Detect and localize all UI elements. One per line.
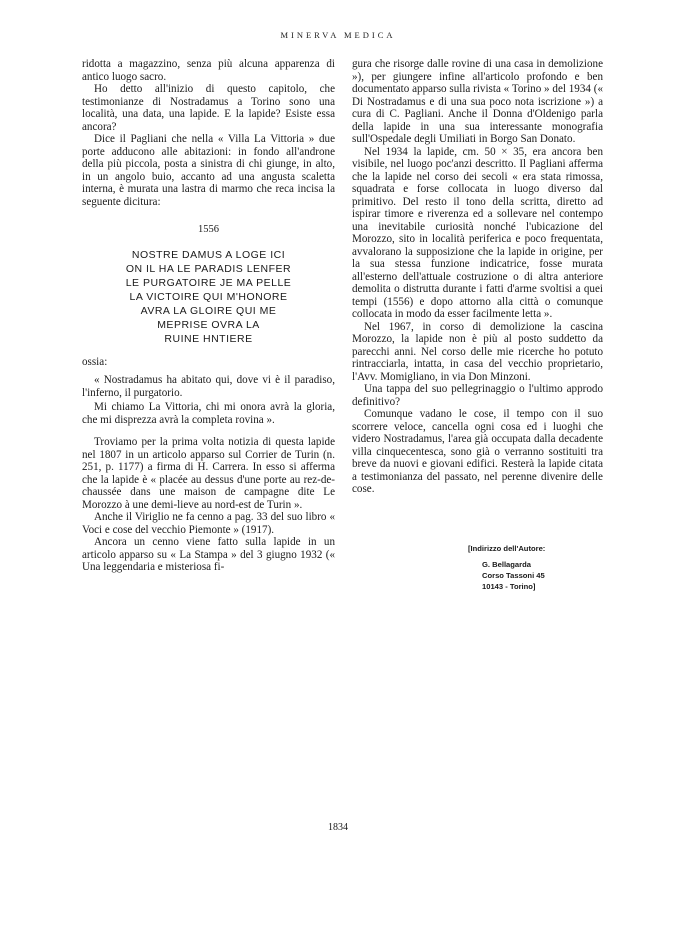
inscription-line: LE PURGATOIRE JE MA PELLE — [125, 276, 292, 289]
paragraph: gura che risorge dalle rovine di una casa in demolizione »), per giungere infine all'articolo profondo e ben documentato apparso sulla rivista « Torino » del 1934 (« Di Nostradamus e di una sua poco nota iscrizione ») a cura di C. Pagliani. Anche il Donna d'Oldenigo parla della lapide in una sua interessante monografia sull'Ospedale degli Umiliati in Borgo San Donato. — [352, 58, 603, 145]
inscription-line: AVRA LA GLOIRE QUI ME — [140, 304, 277, 317]
inscription-line: RUINE HNTIERE — [164, 332, 253, 345]
translation-line: « Nostradamus ha abitato qui, dove vi è il paradiso, l'inferno, il purgatorio. — [82, 374, 335, 399]
paragraph: Nel 1967, in corso di demolizione la cascina Morozzo, la lapide non è più al posto suddetto da parecchi anni. Nel corso delle mie ricerche ho potuto rintracciarla, intatta, in casa del vecchio proprietario, l'Avv. Momigliano, in via Don Minzoni. — [352, 320, 603, 383]
author-address — [468, 543, 545, 592]
inscription-line: LA VICTOIRE QUI M'HONORE — [129, 290, 288, 303]
left-column — [82, 58, 335, 574]
inscription-date: 1556 — [198, 224, 219, 235]
running-head: MINERVA MEDICA — [280, 30, 396, 40]
author-address-heading: [Indirizzo dell'Autore: — [468, 544, 546, 553]
inscription-line: MEPRISE OVRA LA — [157, 318, 260, 331]
paragraph: ridotta a magazzino, senza più alcuna apparenza di antico luogo sacro. — [82, 58, 335, 83]
paragraph: Ancora un cenno viene fatto sulla lapide in un articolo apparso su « La Stampa » del 3 giugno 1932 (« Una leggendaria e misteriosa fi- — [82, 536, 335, 573]
page-number: 1834 — [328, 822, 348, 833]
paragraph: Ho detto all'inizio di questo capitolo, che testimonianze di Nostradamus a Torino sono una località, una data, una lapide. E la lapide? Esiste essa ancora? — [82, 83, 335, 133]
translation — [82, 374, 335, 426]
ossia-label: ossia: — [82, 355, 108, 368]
author-street: Corso Tassoni 45 — [482, 571, 545, 580]
inscription-text — [82, 248, 335, 346]
paragraph: Una tappa del suo pellegrinaggio o l'ultimo approdo definitivo? — [352, 383, 603, 408]
author-city: 10143 - Torino] — [482, 582, 536, 591]
right-column — [352, 58, 603, 496]
paragraph: Nel 1934 la lapide, cm. 50 × 35, era ancora ben visibile, nel luogo poc'anzi descritto. Il Pagliani afferma che la lapide nel corso dei secoli « era stata rimossa, squadrata e forse collocata in luogo diverso dal primitivo. Del resto il tono della scritta, diretto ad ispirar timore e riverenza ed a sollevare nel contempo una inevitabile curiosità nonché l'ubicazione del Morozzo, sito in località periferica e poco frequentata, avvalorano la supposizione che la lapide in origine, per la sua stessa funzione indicatrice, fosse murata all'esterno dell'attuale costruzione o di altra anteriore demolita o distrutta durante i fatti d'arme svoltisi a quei tempi (1556) e dopo attorno alla città o comunque collocata in modo da esser facilmente letta ». — [352, 145, 603, 320]
inscription-line: NOSTRE DAMUS A LOGE ICI — [131, 248, 286, 261]
paragraph: Comunque vadano le cose, il tempo con il suo scorrere veloce, cancella ogni cosa ed i luoghi che videro Nostradamus, l'area già occupata dalla decadente villa cinquecentesca, sono già o verranno sostituiti tra breve da nuovi e giovani edifici. Resterà la lapide citata a testimonianza del passato, nel perenne divenire delle cose. — [352, 408, 603, 495]
inscription-line: ON IL HA LE PARADIS LENFER — [125, 262, 292, 275]
paragraph: Dice il Pagliani che nella « Villa La Vittoria » due porte adducono alle abitazioni: in fondo all'androne della più piccola, posta a sinistra di chi giunge, in alto, in un angolo buio, accanto ad una angusta scaletta interna, è murata una lastra di marmo che reca incisa la seguente dicitura: — [82, 133, 335, 208]
paragraph: Anche il Viriglio ne fa cenno a pag. 33 del suo libro « Voci e cose del vecchio Piemonte » (1917). — [82, 511, 335, 536]
translation-line: Mi chiamo La Vittoria, chi mi onora avrà la gloria, che mi disprezza avrà la completa rovina ». — [82, 401, 335, 426]
author-name: G. Bellagarda — [482, 560, 531, 569]
paragraph: Troviamo per la prima volta notizia di questa lapide nel 1807 in un articolo apparso sul Corrier de Turin (n. 251, p. 1177) a firma di H. Carrera. In esso si afferma che la lapide è « placée au dessus d'une porte au rez-de-chaussée dans une maison de campagne dite Le Morozzo à une demi-lieve au nord-est de Turin ». — [82, 436, 335, 511]
